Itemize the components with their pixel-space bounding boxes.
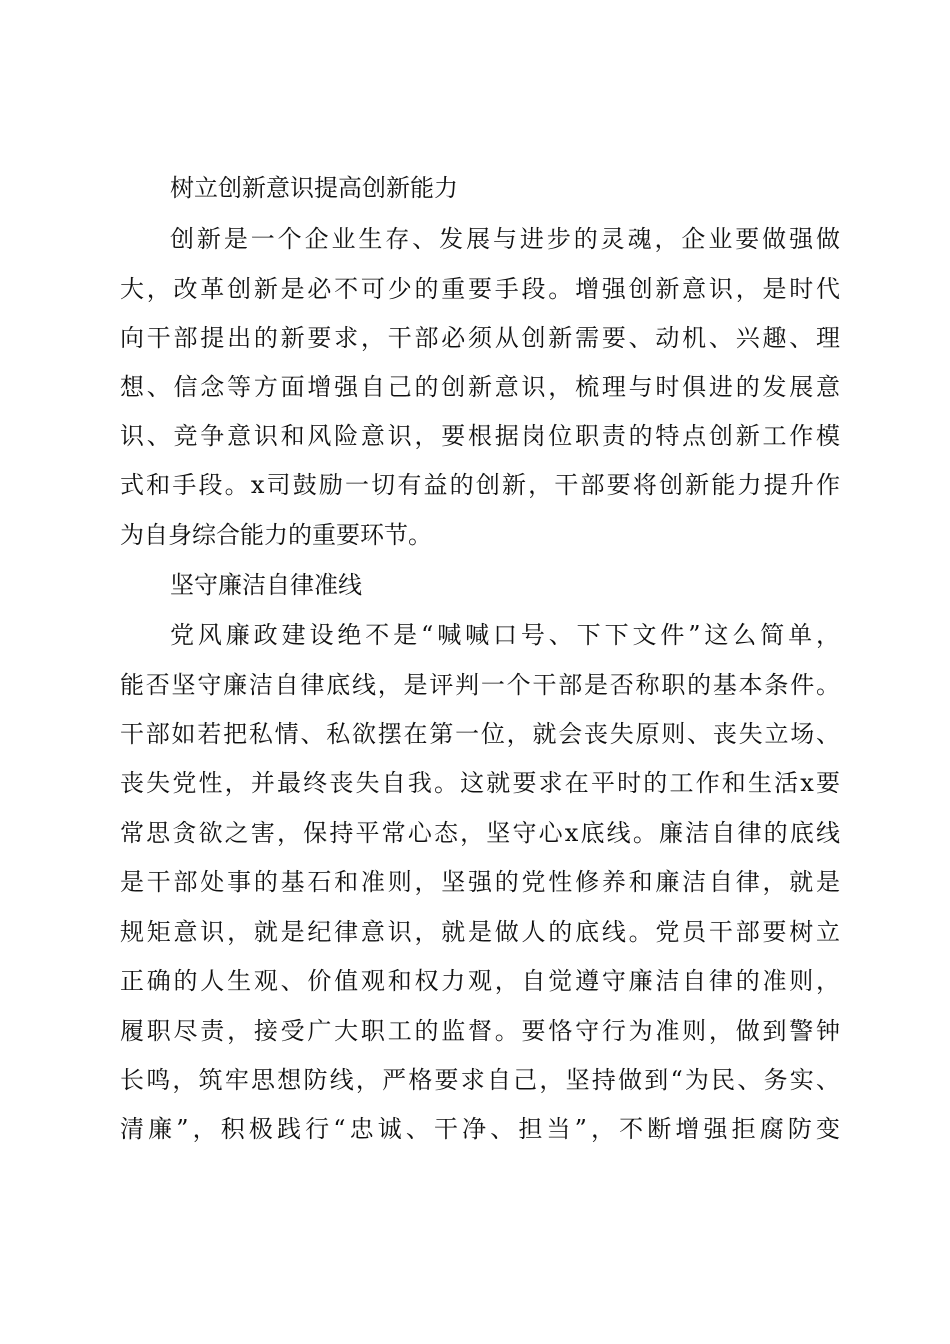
- paragraph-line: 长鸣，筑牢思想防线，严格要求自己，坚持做到“为民、务实、: [120, 1066, 840, 1094]
- paragraph-line: 干部如若把私情、私欲摆在第一位，就会丧失原则、丧失立场、: [120, 720, 840, 748]
- paragraph-line: 为自身综合能力的重要环节。: [120, 521, 432, 549]
- paragraph-line: 丧失党性，并最终丧失自我。这就要求在平时的工作和生活x要: [120, 769, 840, 797]
- section-heading: 树立创新意识提高创新能力: [170, 174, 458, 202]
- paragraph-line: 履职尽责，接受广大职工的监督。要恪守行为准则，做到警钟: [120, 1017, 840, 1045]
- paragraph-line: 正确的人生观、价值观和权力观，自觉遵守廉洁自律的准则，: [120, 967, 840, 995]
- paragraph-line: 常思贪欲之害，保持平常心态，坚守心x底线。廉洁自律的底线: [120, 819, 840, 847]
- paragraph-line: 向干部提出的新要求，干部必须从创新需要、动机、兴趣、理: [120, 324, 840, 352]
- paragraph-line: 想、信念等方面增强自己的创新意识，梳理与时俱进的发展意: [120, 373, 840, 401]
- paragraph-line: 党风廉政建设绝不是“喊喊口号、下下文件”这么简单，: [170, 621, 840, 649]
- paragraph-line: 规矩意识，就是纪律意识，就是做人的底线。党员干部要树立: [120, 918, 840, 946]
- paragraph-line: 是干部处事的基石和准则，坚强的党性修养和廉洁自律，就是: [120, 868, 840, 896]
- paragraph-line: 大，改革创新是必不可少的重要手段。增强创新意识，是时代: [120, 275, 840, 303]
- paragraph-line: 创新是一个企业生存、发展与进步的灵魂，企业要做强做: [170, 225, 840, 253]
- section-heading: 坚守廉洁自律准线: [170, 571, 362, 599]
- paragraph-line: 式和手段。x司鼓励一切有益的创新，干部要将创新能力提升作: [120, 471, 840, 499]
- paragraph-line: 识、竞争意识和风险意识，要根据岗位职责的特点创新工作模: [120, 422, 840, 450]
- paragraph-line: 能否坚守廉洁自律底线，是评判一个干部是否称职的基本条件。: [120, 671, 840, 699]
- paragraph-line: 清廉”，积极践行“忠诚、干净、担当”，不断增强拒腐防变: [120, 1115, 840, 1143]
